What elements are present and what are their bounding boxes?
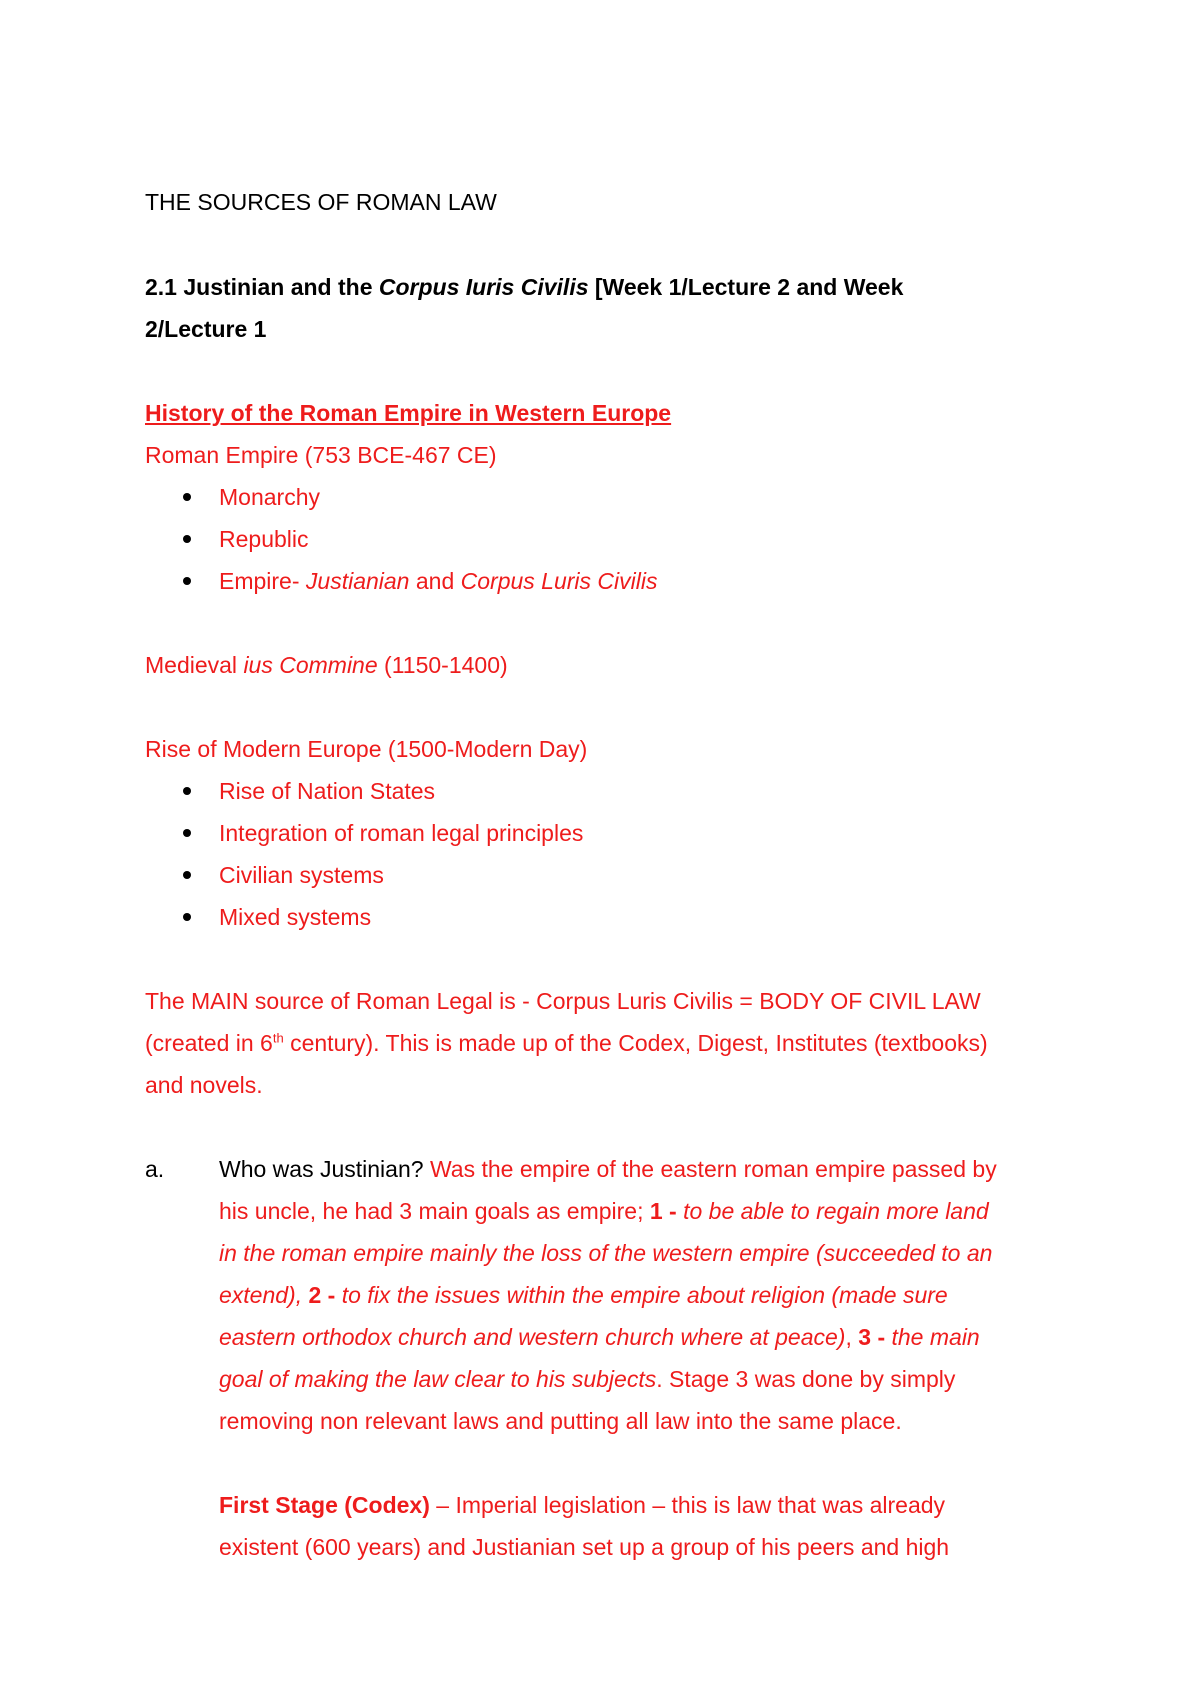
medieval-line: Medieval ius Commine (1150-1400) [145, 652, 508, 678]
roman-empire-list [145, 476, 657, 602]
bullet-icon [183, 577, 191, 585]
roman-empire-line: Roman Empire (753 BCE-467 CE) [145, 442, 497, 468]
main-source-line1: The MAIN source of Roman Legal is - Corpus Luris Civilis = BODY OF CIVIL LAW [145, 988, 981, 1014]
list-item: Mixed systems [145, 896, 583, 938]
bullet-icon [183, 787, 191, 795]
bullet-icon [183, 829, 191, 837]
modern-europe-list [145, 770, 583, 938]
bullet-icon [183, 913, 191, 921]
list-item: Civilian systems [145, 854, 583, 896]
modern-europe-line: Rise of Modern Europe (1500-Modern Day) [145, 736, 588, 762]
first-stage-line2: existent (600 years) and Justianian set up a group of his peers and high [219, 1534, 950, 1560]
main-source-line2: (created in 6th century). This is made up of the Codex, Digest, Institutes (textbooks) [145, 1030, 988, 1056]
list-item: Monarchy [145, 476, 657, 518]
bullet-icon [183, 535, 191, 543]
list-item: Integration of roman legal principles [145, 812, 583, 854]
bullet-icon [183, 493, 191, 501]
list-item: Rise of Nation States [145, 770, 583, 812]
main-source-line3: and novels. [145, 1072, 263, 1098]
section-heading: 2.1 Justinian and the Corpus Iuris Civilis [Week 1/Lecture 2 and Week [145, 274, 904, 300]
first-stage-line1: First Stage (Codex) – Imperial legislation – this is law that was already [219, 1492, 946, 1518]
item-a-label: a. [145, 1156, 165, 1182]
item-a-body: Who was Justinian? Was the empire of the eastern roman empire passed by his uncle, he had 3 main goals as empire; 1 - to be able to regain more land in the roman empire mainly the loss of the western empire (succeeded to an extend), 2 - to fix the issues within the empire about religion (made sure eastern orthodox church and western church where at peace), 3 - the main goal of making the law clear to his subjects. Stage 3 was done by simply removing non relevant laws and putting all law into the same place. First Stage (Codex) – Imperial legislation – this is law that was already existent (600 years) and Justianian set up a group of his peers and high [219, 1148, 1049, 1568]
section-heading-line2: 2/Lecture 1 [145, 316, 267, 342]
document-title: THE SOURCES OF ROMAN LAW [145, 189, 497, 215]
list-item: Empire- Justianian and Corpus Luris Civilis [145, 560, 657, 602]
list-item: Republic [145, 518, 657, 560]
bullet-icon [183, 871, 191, 879]
history-heading: History of the Roman Empire in Western Europe [145, 400, 672, 426]
